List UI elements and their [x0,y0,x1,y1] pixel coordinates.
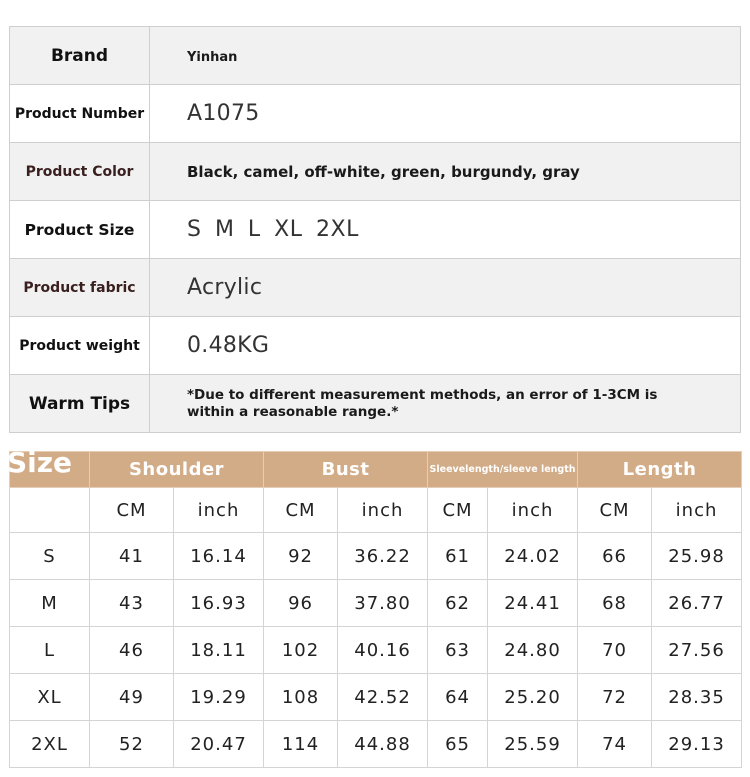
size-chart-table [7,446,742,768]
product-color-label: Product Color [10,143,150,201]
size-row-l [10,627,742,674]
product-fabric-value-cell [150,259,741,317]
measure-cell: 20.47 [174,721,264,768]
info-row-product-fabric [10,259,741,317]
measure-cell: 25.98 [652,533,742,580]
size-title-cell [7,446,90,488]
measure-cell: 46 [90,627,174,674]
product-fabric-label: Product fabric [10,259,150,317]
info-row-brand [10,27,741,85]
measure-cell: 63 [428,627,488,674]
unit-row [10,488,742,533]
size-row-2xl [10,721,742,768]
unit-cell: CM [578,488,652,533]
measure-cell: 61 [428,533,488,580]
unit-cell: CM [264,488,338,533]
product-weight-label: Product weight [10,317,150,375]
measure-cell: 19.29 [174,674,264,721]
measure-cell: 96 [264,580,338,627]
measure-cell: 114 [264,721,338,768]
bust-header: Bust [264,452,428,488]
product-size-value-cell [150,201,741,259]
unit-cell: CM [428,488,488,533]
measure-cell: 18.11 [174,627,264,674]
product-info-table [9,26,741,433]
measure-cell: 40.16 [338,627,428,674]
brand-value: Yinhan [187,50,238,65]
measure-cell: 52 [90,721,174,768]
size-title: Size [7,446,73,479]
info-row-product-weight [10,317,741,375]
measure-cell: 64 [428,674,488,721]
measure-cell: 62 [428,580,488,627]
unit-corner-cell [10,488,90,533]
measure-cell: 16.14 [174,533,264,580]
measure-cell: 43 [90,580,174,627]
brand-label: Brand [10,27,150,85]
info-row-warm-tips [10,375,741,433]
product-number-label: Product Number [10,85,150,143]
measure-cell: 72 [578,674,652,721]
warm-tips-label: Warm Tips [10,375,150,433]
length-header: Length [578,452,742,488]
measure-cell: 25.59 [488,721,578,768]
measure-cell: 65 [428,721,488,768]
product-size-label: Product Size [10,201,150,259]
measure-cell: 26.77 [652,580,742,627]
measure-cell: 44.88 [338,721,428,768]
measure-cell: 42.52 [338,674,428,721]
unit-cell: inch [488,488,578,533]
measure-cell: 27.56 [652,627,742,674]
measure-cell: 74 [578,721,652,768]
size-label: M [10,580,90,627]
measure-cell: 49 [90,674,174,721]
product-color-value: Black, camel, off-white, green, burgundy, gray [187,163,580,181]
size-chart-header-row [10,452,742,488]
warm-tips-value: *Due to different measurement methods, an error of 1-3CM is within a reasonable range.* [187,386,658,420]
size-row-m [10,580,742,627]
size-row-s [10,533,742,580]
measure-cell: 28.35 [652,674,742,721]
size-label: XL [10,674,90,721]
measure-cell: 41 [90,533,174,580]
measure-cell: 68 [578,580,652,627]
measure-cell: 108 [264,674,338,721]
product-weight-value-cell [150,317,741,375]
measure-cell: 24.02 [488,533,578,580]
product-number-value-cell [150,85,741,143]
size-label: 2XL [10,721,90,768]
size-label: S [10,533,90,580]
size-label: L [10,627,90,674]
measure-cell: 102 [264,627,338,674]
brand-value-cell [150,27,741,85]
measure-cell: 16.93 [174,580,264,627]
measure-cell: 37.80 [338,580,428,627]
shoulder-header: Shoulder [90,452,264,488]
measure-cell: 92 [264,533,338,580]
measure-cell: 29.13 [652,721,742,768]
info-row-product-number [10,85,741,143]
measure-cell: 24.41 [488,580,578,627]
product-size-value: S M L XL 2XL [187,217,359,242]
sleeve-length-header: Sleevelength/sleeve length [428,452,578,488]
size-row-xl [10,674,742,721]
product-number-value: A1075 [187,101,260,126]
info-row-product-color [10,143,741,201]
measure-cell: 36.22 [338,533,428,580]
measure-cell: 25.20 [488,674,578,721]
info-row-product-size [10,201,741,259]
warm-tips-value-cell [150,375,741,433]
product-color-value-cell [150,143,741,201]
unit-cell: inch [174,488,264,533]
measure-cell: 66 [578,533,652,580]
measure-cell: 70 [578,627,652,674]
unit-cell: inch [338,488,428,533]
unit-cell: inch [652,488,742,533]
unit-cell: CM [90,488,174,533]
measure-cell: 24.80 [488,627,578,674]
product-fabric-value: Acrylic [187,275,263,300]
product-weight-value: 0.48KG [187,333,270,358]
